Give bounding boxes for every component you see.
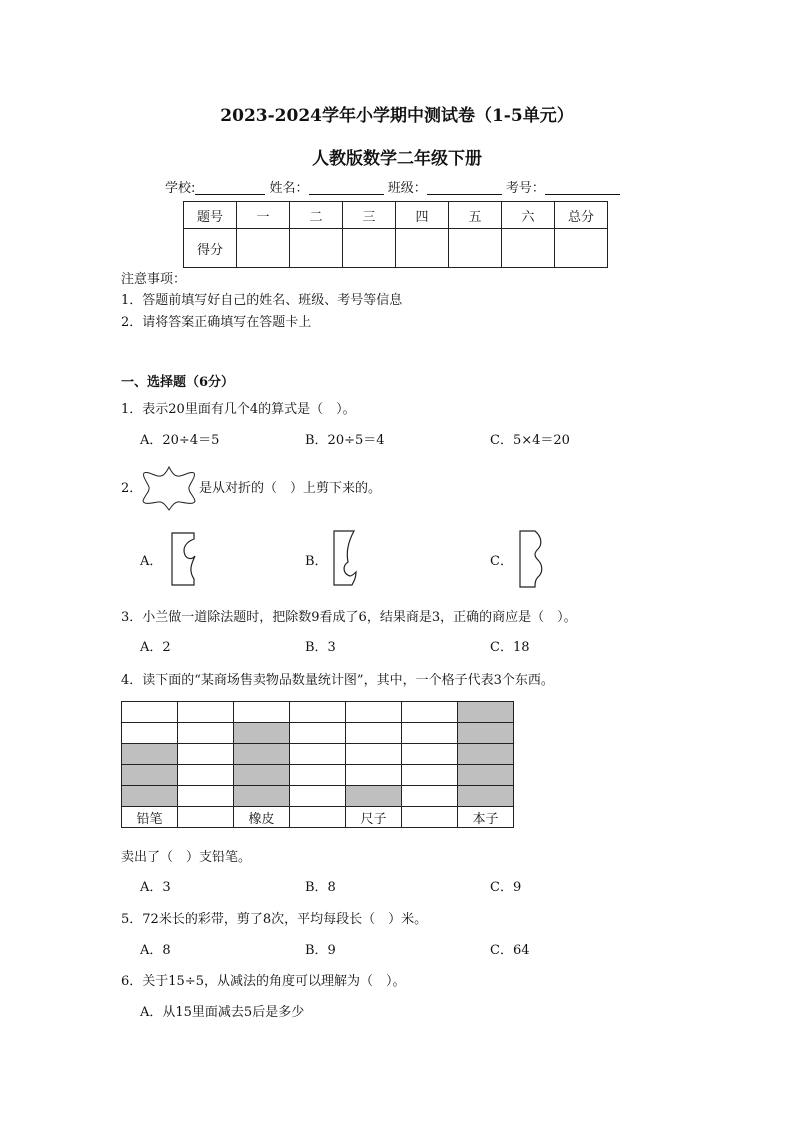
score-header-cell: 五 (449, 202, 502, 229)
q3-option-b[interactable]: B．3 (305, 640, 336, 655)
grid-cell (346, 744, 402, 765)
q2-option-b-label[interactable]: B． (305, 554, 328, 569)
grid-cell-filled (122, 765, 178, 786)
score-cell[interactable] (343, 229, 396, 268)
grid-cell-filled (458, 723, 514, 744)
grid-category-label (402, 807, 458, 828)
q4-option-c[interactable]: C．9 (490, 880, 522, 895)
grid-category-label: 本子 (458, 807, 514, 828)
score-cell[interactable] (290, 229, 343, 268)
grid-cell (290, 744, 346, 765)
score-cell[interactable] (502, 229, 555, 268)
q5-option-c[interactable]: C．64 (490, 943, 530, 958)
info-fields (165, 182, 620, 195)
grid-cell-filled (234, 786, 290, 807)
grid-cell (402, 765, 458, 786)
grid-category-label (290, 807, 346, 828)
grid-cell-filled (122, 786, 178, 807)
q3-option-c[interactable]: C．18 (490, 640, 530, 655)
grid-cell (178, 786, 234, 807)
question-5: 5．72米长的彩带，剪了8次，平均每段长（ ）米。 (121, 912, 428, 927)
grid-category-label: 铅笔 (122, 807, 178, 828)
grid-row (122, 765, 514, 786)
q6-option-a[interactable]: A．从15里面减去5后是多少 (140, 1005, 305, 1020)
question-3: 3．小兰做一道除法题时，把除数9看成了6，结果商是3，正确的商应是（ ）。 (121, 610, 577, 625)
question-6: 6．关于15÷5，从减法的角度可以理解为（ ）。 (121, 974, 406, 989)
grid-cell (122, 723, 178, 744)
school-field[interactable] (195, 182, 265, 195)
grid-cell-filled (458, 786, 514, 807)
grid-cell-filled (234, 723, 290, 744)
score-table (183, 201, 608, 268)
grid-cell (402, 702, 458, 723)
class-label: 班级： (387, 181, 427, 196)
q2-option-a-shape-icon[interactable] (168, 530, 200, 588)
grid-category-label: 尺子 (346, 807, 402, 828)
score-cell[interactable] (396, 229, 449, 268)
question-2-text: 是从对折的（ ）上剪下来的。 (199, 481, 382, 496)
q2-option-b-shape-icon[interactable] (330, 528, 362, 588)
score-header-cell: 总分 (555, 202, 608, 229)
grid-cell (402, 723, 458, 744)
note-item: 2．请将答案正确填写在答题卡上 (121, 315, 312, 330)
grid-cell-filled (122, 744, 178, 765)
grid-cell (178, 744, 234, 765)
notes-heading: 注意事项： (121, 272, 187, 287)
score-header-cell: 三 (343, 202, 396, 229)
question-4: 4．读下面的“某商场售卖物品数量统计图”，其中，一个格子代表3个东西。 (121, 673, 554, 688)
q1-option-c[interactable]: C．5×4＝20 (490, 433, 570, 448)
question-1: 1．表示20里面有几个4的算式是（ ）。 (121, 402, 356, 417)
score-cell[interactable] (449, 229, 502, 268)
grid-cell (178, 723, 234, 744)
grid-cell-filled (458, 744, 514, 765)
page-title: 2023-2024学年小学期中测试卷（1-5单元） (220, 106, 574, 126)
grid-cell (346, 765, 402, 786)
exam-number-field[interactable] (545, 182, 620, 195)
grid-row (122, 786, 514, 807)
name-field[interactable] (309, 182, 384, 195)
grid-cell (290, 765, 346, 786)
question-2-number: 2． (121, 481, 143, 496)
q2-option-c-label[interactable]: C． (490, 554, 513, 569)
grid-row (122, 723, 514, 744)
q4-option-a[interactable]: A．3 (140, 880, 171, 895)
name-label: 姓名： (269, 181, 309, 196)
grid-cell (178, 702, 234, 723)
grid-cell (290, 702, 346, 723)
q5-option-a[interactable]: A．8 (140, 943, 171, 958)
section-heading: 一、选择题（6分） (121, 375, 235, 390)
grid-cell (402, 786, 458, 807)
grid-cell (290, 723, 346, 744)
score-header-cell: 一 (237, 202, 290, 229)
q4-option-b[interactable]: B．8 (305, 880, 336, 895)
score-cell[interactable] (237, 229, 290, 268)
grid-cell-filled (234, 765, 290, 786)
q1-option-b[interactable]: B．20÷5＝4 (305, 433, 385, 448)
q5-option-b[interactable]: B．9 (305, 943, 336, 958)
grid-cell (346, 723, 402, 744)
grid-cell-filled (234, 744, 290, 765)
grid-category-label: 橡皮 (234, 807, 290, 828)
grid-cell (234, 702, 290, 723)
note-item: 1．答题前填写好自己的姓名、班级、考号等信息 (121, 293, 403, 308)
score-header-cell: 四 (396, 202, 449, 229)
q2-option-c-shape-icon[interactable] (516, 528, 550, 590)
score-header-cell: 六 (502, 202, 555, 229)
score-header-cell: 题号 (184, 202, 237, 229)
grid-cell (178, 765, 234, 786)
grid-row (122, 702, 514, 723)
q3-option-a[interactable]: A．2 (140, 640, 171, 655)
grid-cell-filled (458, 702, 514, 723)
grid-cell (402, 744, 458, 765)
exam-number-label: 考号： (505, 181, 545, 196)
statistics-grid-chart (121, 701, 514, 828)
class-field[interactable] (427, 182, 502, 195)
question-4-prompt: 卖出了（ ）支铅笔。 (121, 850, 252, 865)
page-subtitle: 人教版数学二年级下册 (312, 149, 482, 169)
score-header-cell: 二 (290, 202, 343, 229)
grid-row (122, 744, 514, 765)
grid-category-label (178, 807, 234, 828)
grid-cell (290, 786, 346, 807)
score-row-label: 得分 (184, 229, 237, 268)
grid-cell-filled (458, 765, 514, 786)
q2-option-a-label[interactable]: A． (140, 554, 163, 569)
grid-cell (346, 702, 402, 723)
grid-cell (122, 702, 178, 723)
school-label: 学校: (165, 181, 196, 196)
grid-cell-filled (346, 786, 402, 807)
grid-label-row (122, 807, 514, 828)
star-shape-icon (139, 464, 199, 512)
score-cell[interactable] (555, 229, 608, 268)
q1-option-a[interactable]: A．20÷4＝5 (140, 433, 220, 448)
